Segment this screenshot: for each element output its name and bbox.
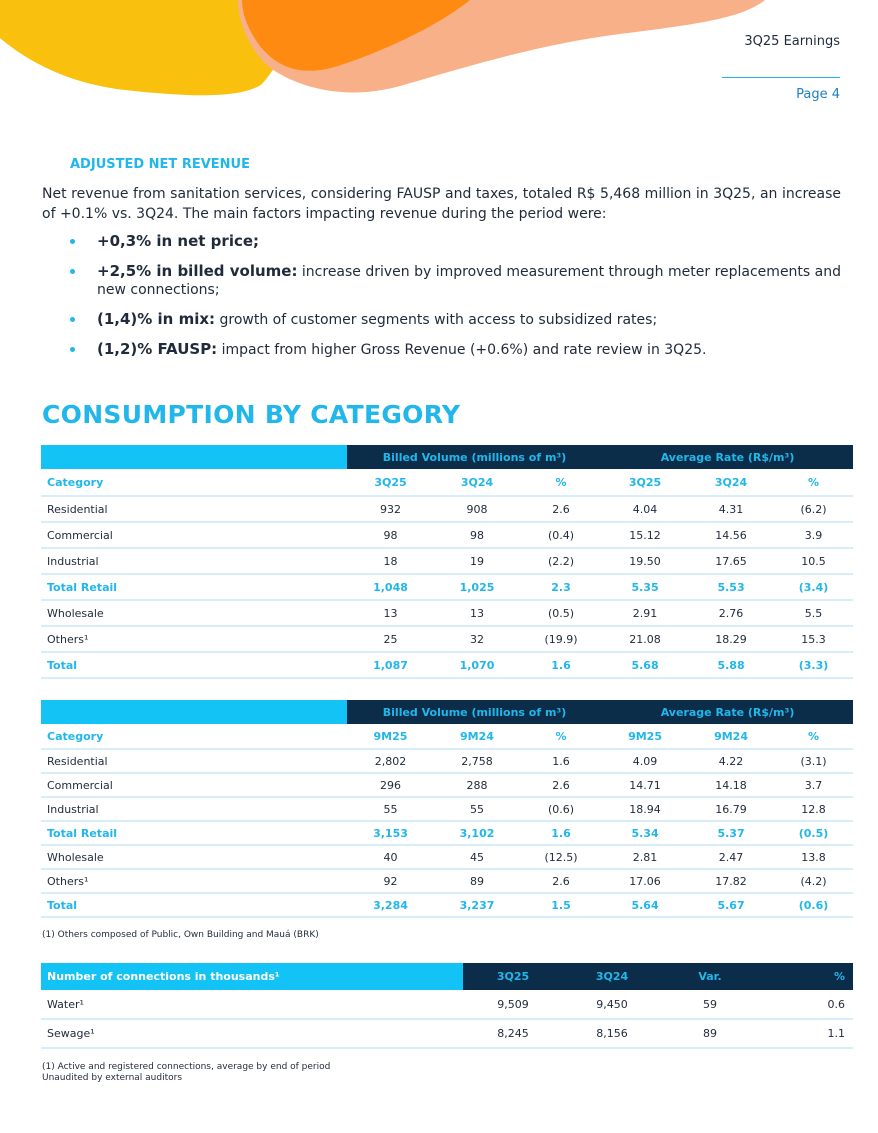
table-row: Water¹ 9,509 9,450 59 0.6 (41, 990, 853, 1019)
ytd-consumption-table (41, 700, 853, 918)
table-row-total: Total 3,284 3,237 1.5 5.64 5.67 (0.6) (41, 893, 853, 917)
column-header-row: Category 9M25 9M24 % 9M25 9M24 % (41, 724, 853, 749)
list-item: (1,2)% FAUSP: impact from higher Gross Revenue (+0.6%) and rate review in 3Q25. (42, 340, 841, 359)
page-number: Page 4 (796, 87, 840, 102)
table-row: Commercial 296 288 2.6 14.71 14.18 3.7 (41, 773, 853, 797)
group-header-rate: Average Rate (R$/m³) (602, 445, 853, 469)
table-row: Residential 2,802 2,758 1.6 4.09 4.22 (3.1) (41, 749, 853, 773)
quarter-consumption-table (41, 445, 853, 679)
table-row: Others¹ 25 32 (19.9) 21.08 18.29 15.3 (41, 626, 853, 652)
table-row: Wholesale 13 13 (0.5) 2.91 2.76 5.5 (41, 600, 853, 626)
group-header-volume: Billed Volume (millions of m³) (347, 445, 602, 469)
bullet-icon (70, 317, 75, 322)
section-label: ADJUSTED NET REVENUE (70, 157, 250, 172)
group-header-rate: Average Rate (R$/m³) (602, 700, 853, 724)
list-item: +2,5% in billed volume: increase driven by improved measurement through meter replacements and new connections; (42, 262, 841, 299)
group-header-blank (41, 700, 347, 724)
group-header-volume: Billed Volume (millions of m³) (347, 700, 602, 724)
table-row-total-retail: Total Retail 1,048 1,025 2.3 5.35 5.53 (3.4) (41, 574, 853, 600)
column-header-row: Number of connections in thousands¹ 3Q25 3Q24 Var. % (41, 963, 853, 990)
table-row-total-retail: Total Retail 3,153 3,102 1.6 5.34 5.37 (0.5) (41, 821, 853, 845)
footnote-others: (1) Others composed of Public, Own Building and Mauá (BRK) (42, 930, 319, 940)
consumption-title: CONSUMPTION BY CATEGORY (42, 400, 461, 429)
column-header-row: Category 3Q25 3Q24 % 3Q25 3Q24 % (41, 469, 853, 496)
table-row-total: Total 1,087 1,070 1.6 5.68 5.88 (3.3) (41, 652, 853, 678)
header-divider (722, 77, 840, 78)
table-row: Commercial 98 98 (0.4) 15.12 14.56 3.9 (41, 522, 853, 548)
connections-table (41, 963, 853, 1049)
intro-paragraph: Net revenue from sanitation services, considering FAUSP and taxes, totaled R$ 5,468 million in 3Q25, an increase of +0.1% vs. 3Q24. The main factors impacting revenue during the period were: (42, 186, 841, 222)
list-item: (1,4)% in mix: growth of customer segments with access to subsidized rates; (42, 310, 841, 329)
header-decoration (0, 0, 878, 110)
footnote-audit: Unaudited by external auditors (42, 1073, 183, 1083)
table-row: Others¹ 92 89 2.6 17.06 17.82 (4.2) (41, 869, 853, 893)
table-row: Residential 932 908 2.6 4.04 4.31 (6.2) (41, 496, 853, 522)
footnote-connections: (1) Active and registered connections, average by end of period (42, 1062, 331, 1072)
report-title: 3Q25 Earnings (744, 34, 840, 49)
table-row: Wholesale 40 45 (12.5) 2.81 2.47 13.8 (41, 845, 853, 869)
bullet-icon (70, 347, 75, 352)
table-row: Sewage¹ 8,245 8,156 89 1.1 (41, 1019, 853, 1048)
table-row: Industrial 55 55 (0.6) 18.94 16.79 12.8 (41, 797, 853, 821)
table-row: Industrial 18 19 (2.2) 19.50 17.65 10.5 (41, 548, 853, 574)
bullet-icon (70, 269, 75, 274)
list-item: +0,3% in net price; (42, 232, 841, 251)
footnotes (42, 1062, 330, 1084)
group-header-blank (41, 445, 347, 469)
bullet-icon (70, 239, 75, 244)
revenue-factors-list (42, 232, 841, 359)
